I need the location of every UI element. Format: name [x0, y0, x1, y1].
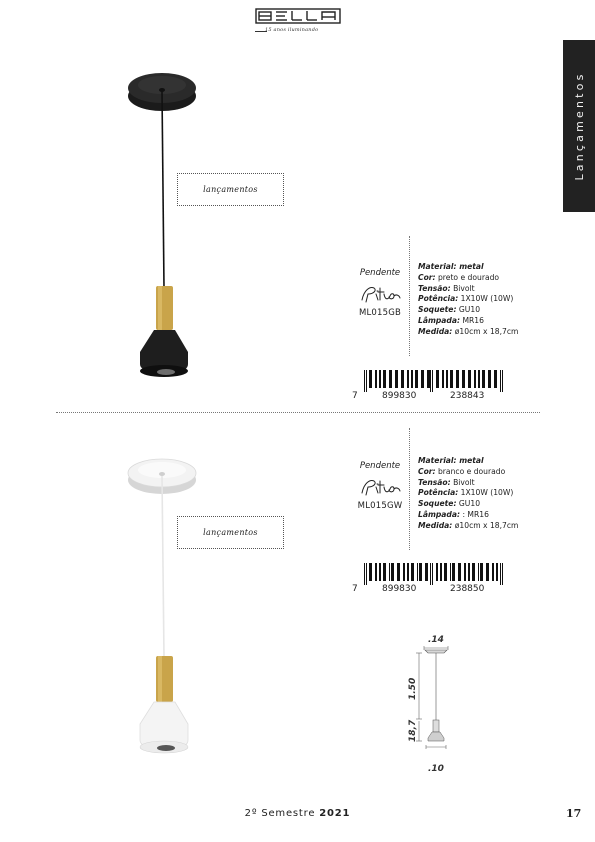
- barcode-right-digits: 238843: [450, 391, 485, 401]
- product-specs: [418, 456, 518, 532]
- product-divider: [56, 412, 540, 413]
- product-photo-white-pendant: [120, 450, 210, 770]
- product-type: Pendente: [359, 268, 401, 278]
- product-type: Pendente: [359, 461, 401, 471]
- dimension-body-label: 18,7: [408, 719, 418, 742]
- footer-semester: [0, 808, 595, 819]
- barcode: [350, 370, 510, 402]
- brand-tagline: 15 anos iluminando: [265, 27, 319, 33]
- product-code: ML015GB: [358, 308, 402, 318]
- barcode-right-digits: 238850: [450, 584, 485, 594]
- bella-logo-mark: [255, 8, 341, 24]
- spec-row: Tensão: Bivolt: [418, 283, 475, 293]
- product-identity: [350, 461, 410, 511]
- barcode-left-digits: 899830: [382, 584, 417, 594]
- barcode-left-digits: 899830: [382, 391, 417, 401]
- product-signature-logo: [358, 284, 402, 304]
- spec-row: Cor: preto e dourado: [418, 272, 500, 282]
- spec-row: Medida: ø10cm x 18,7cm: [418, 520, 519, 530]
- spec-row: Cor: branco e dourado: [418, 466, 506, 476]
- dimension-drawing: [398, 628, 468, 778]
- spec-row: Soquete: GU10: [418, 305, 481, 315]
- launch-label-box: lançamentos: [177, 173, 284, 206]
- barcode-lead-digit: 7: [352, 391, 358, 401]
- side-tab-label: Lançamentos: [572, 71, 586, 181]
- spec-row: Material: metal: [418, 262, 484, 271]
- product-code: ML015GW: [357, 501, 403, 511]
- barcode-bars: [364, 563, 503, 585]
- page-number: 17: [566, 807, 582, 820]
- spec-row: Tensão: Bivolt: [418, 477, 475, 487]
- barcode-lead-digit: 7: [352, 584, 358, 594]
- dimension-cable-label: 1.50: [408, 677, 418, 700]
- barcode: [350, 563, 510, 595]
- product-specs: [418, 262, 518, 338]
- footer-semester-label: 2º Semestre: [244, 808, 316, 819]
- barcode-bars: [364, 370, 503, 392]
- footer-year: 2021: [319, 808, 351, 819]
- spec-row: Potência: 1X10W (10W): [418, 294, 514, 304]
- section-side-tab: [563, 40, 595, 212]
- spec-row: Medida: ø10cm x 18,7cm: [418, 326, 519, 336]
- spec-row: Potência: 1X10W (10W): [418, 488, 514, 498]
- launch-label-box: lançamentos: [177, 516, 284, 549]
- spec-separator: [409, 428, 410, 550]
- dimension-top-label: .14: [428, 635, 444, 645]
- dimension-bottom-label: .10: [428, 764, 444, 774]
- spec-row: Lâmpada: : MR16: [418, 509, 489, 519]
- product-signature-logo: [358, 477, 402, 497]
- spec-row: Soquete: GU10: [418, 499, 481, 509]
- spec-row: Lâmpada: MR16: [418, 315, 484, 325]
- spec-separator: [409, 236, 410, 356]
- product-identity: [350, 268, 410, 318]
- product-photo-black-pendant: [120, 66, 210, 396]
- spec-row: Material: metal: [418, 456, 484, 465]
- brand-logo: [255, 8, 341, 38]
